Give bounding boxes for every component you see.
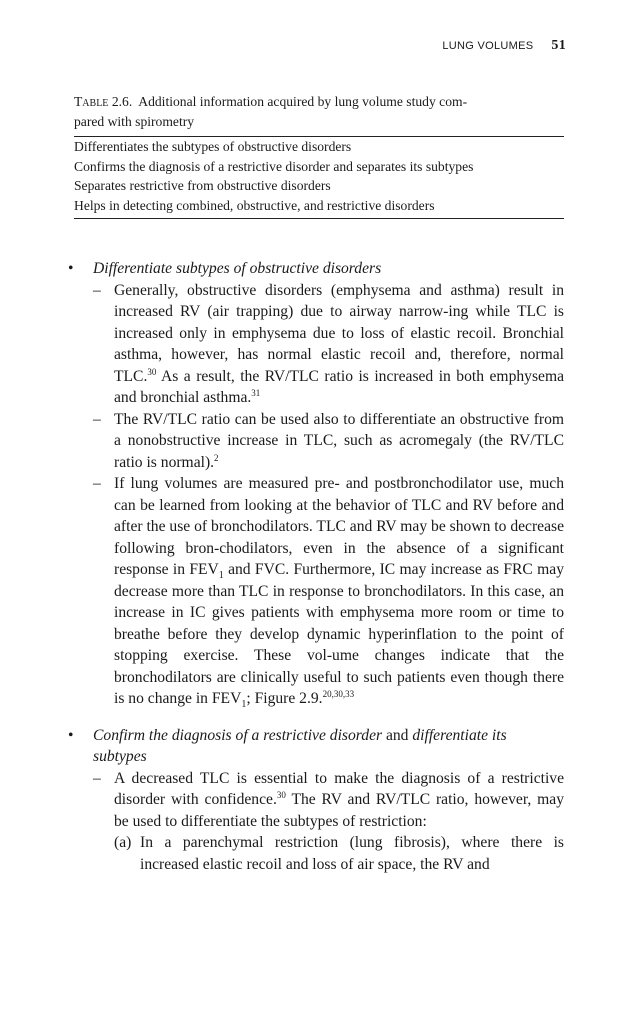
table-row: Helps in detecting combined, obstructive, and restrictive disorders	[74, 197, 435, 213]
dash-mark: –	[93, 769, 101, 787]
paragraph-text: A decreased TLC is essential to make the diagnosis of a restrictive disorder with confidence.	[114, 769, 564, 808]
paragraph-text: In a parenchymal restriction (lung fibrosis), where there is increased elastic recoil and loss of air space, the RV and	[140, 834, 564, 873]
reference-mark: 2	[214, 452, 219, 463]
sub-item-mark: (a)	[114, 834, 132, 851]
reference-mark: 20,30,33	[322, 688, 355, 699]
reference-mark: 30	[276, 789, 286, 800]
table-label: Table	[74, 94, 109, 109]
bullet-heading: Differentiate subtypes of obstructive disorders	[93, 260, 382, 277]
sub-item	[68, 832, 564, 875]
dash-mark: –	[93, 410, 101, 428]
bullet-heading-conj: and	[382, 726, 413, 744]
page-number: 51	[551, 38, 566, 53]
body-text	[68, 258, 564, 875]
table-row: Separates restrictive from obstructive disorders	[74, 178, 331, 193]
paragraph-text: If lung volumes are measured pre- and postbronchodilator use, much can be learned from looking at the behavior of TLC and RV before and after the use of bronchodilators. TLC and RV may be shown to decrease following bron-chodilators, even in the absence of a significant response in FEV	[114, 475, 564, 578]
dash-mark: –	[93, 281, 101, 299]
paragraph-text: The RV/TLC ratio can be used also to differentiate an obstructive from a nonobstructive increase in TLC, such as acromegaly (the RV/TLC ratio is normal).	[114, 410, 564, 471]
table-row: Confirms the diagnosis of a restrictive disorder and separates its subtypes	[74, 158, 474, 174]
reference-mark: 30	[147, 366, 157, 377]
subscript: 1	[241, 699, 247, 711]
bullet-heading: Confirm the diagnosis of a restrictive disorder	[93, 726, 383, 744]
bullet-restrictive	[68, 725, 564, 768]
dash-item	[68, 473, 564, 710]
table-row: Differentiates the subtypes of obstructive disorders	[74, 139, 352, 154]
section-title: LUNG VOLUMES	[442, 40, 534, 52]
table-number: 2.6.	[111, 94, 133, 109]
bullet-mark: •	[68, 260, 74, 277]
dash-item	[68, 280, 564, 409]
subscript: 1	[218, 570, 224, 582]
table-2-6	[74, 92, 564, 219]
paragraph-text: Generally, obstructive disorders (emphysema and asthma) result in increased RV (air trapping) due to airway narrow-ing while TLC is increased only in emphysema due to loss of elastic recoil. Bronchial asthma, however, has normal elastic recoil and, therefore, normal TLC.	[114, 281, 564, 385]
paragraph-text: As a result, the RV/TLC ratio is increased in both emphysema and bronchial asthma.	[114, 367, 564, 406]
bullet-heading: differentiate its subtypes	[93, 726, 507, 765]
dash-mark: –	[93, 475, 101, 492]
bullet-mark: •	[68, 726, 74, 744]
table-caption-cont: pared with spirometry	[74, 114, 195, 129]
spacer	[68, 710, 564, 725]
dash-item	[68, 409, 564, 474]
paragraph-text: and FVC. Furthermore, IC may increase as FRC may decrease more than TLC in response to bronchodilators. In this case, an increase in IC gives patients with emphysema more room or time to breathe before they develop dynamic hyperinflation to the point of stopping exercise. These vol-ume changes indicate that the bronchodilators are clinically useful to such patients even though there is no change in FEV	[114, 561, 564, 707]
reference-mark: 31	[251, 387, 261, 398]
table-bottom-rule	[74, 218, 564, 219]
paragraph-text: The RV and RV/TLC ratio, however, may be used to differentiate the subtypes of restriction:	[114, 791, 564, 830]
bullet-obstructive	[68, 258, 564, 280]
table-caption	[74, 92, 564, 132]
paragraph-text: ; Figure 2.9.	[246, 690, 323, 707]
dash-item	[68, 768, 564, 833]
running-head	[442, 38, 566, 54]
table-caption-text: Additional information acquired by lung volume study com-	[138, 94, 468, 109]
